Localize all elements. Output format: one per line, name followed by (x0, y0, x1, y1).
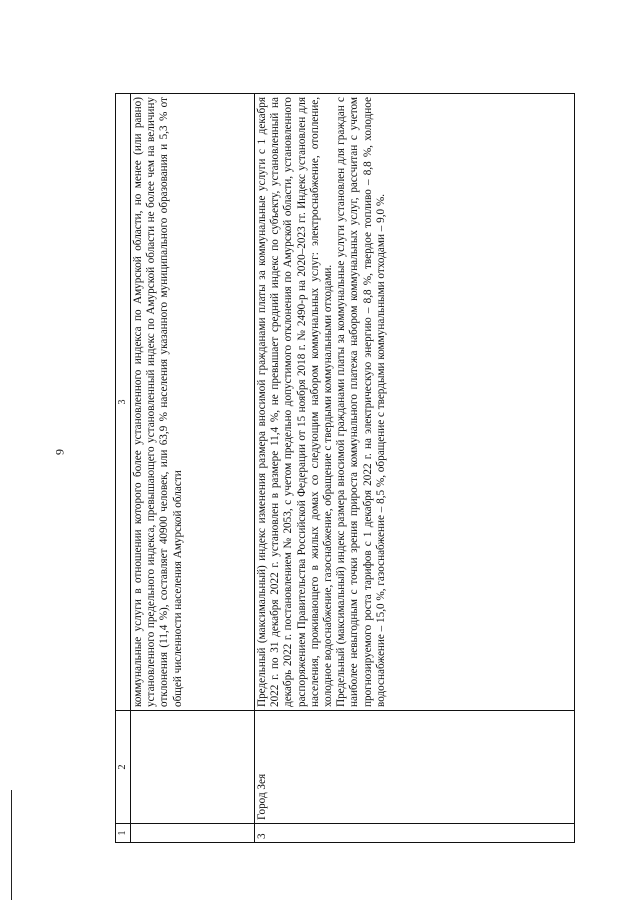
row-municipality (131, 711, 255, 824)
page-number: 9 (52, 449, 67, 455)
description-paragraph: Предельный (максимальный) индекс изменения размера вносимой гражданами платы за коммунальные услуги с 1 декабря 2022 г. по 31 декабря 2022 г. установлен в размере 11,4 %, не превышает средний индекс по субъекту, установленный на декабрь 2022 г. постановлением № 2053, с учетом предельно допустимого отклонения по Амурской области, установленного распоряжением Правительства Российской Федерации от 15 ноября 2018 г. № 2490-р на 2020–2023 гг. Индекс установлен для населения, проживающего в жилых домах со следующим набором коммунальных услуг: электроснабжение, отопление, холодное водоснабжение, газоснабжение, обращение с твердыми коммунальными отходами. (256, 97, 335, 707)
table-header-row (116, 94, 131, 843)
row-municipality: Город Зея (255, 711, 575, 824)
header-col-3: 3 (116, 94, 131, 711)
description-paragraph: коммунальные услуги в отношении которого более установленного индекса по Амурской области, но менее (или равно) установленного предельного индекса, превышающего установленный индекс по Амурской области не более чем на величину отклонения (11,4 %), составляет 40900 человек, или 63,9 % населения указанного муниципального образования и 5,3 % от общей численности населения Амурской области (132, 97, 184, 707)
row-number: 3 (255, 824, 575, 843)
rotated-table-area (115, 93, 575, 843)
page-edge-line (11, 790, 12, 900)
rotated-table-frame (115, 93, 575, 843)
description-paragraph: Предельный (максимальный) индекс размера вносимой гражданами платы за коммунальные услуги установлен для граждан с наиболее невыгодным с точки зрения прироста коммунального платежа набором коммунальных услуг, рассчитан с учетом прогнозируемого роста тарифов с 1 декабря 2022 г. на электрическую энергию – 8,8 %, твердое топливо – 8,8 %, холодное водоснабжение – 15,0 %, газоснабжение – 8,5 %, обращение с твердыми коммунальными отходами – 9,0 %. (335, 97, 387, 707)
header-col-1: 1 (116, 824, 131, 843)
table-row (131, 94, 255, 843)
table-row (255, 94, 575, 843)
row-number (131, 824, 255, 843)
row-description (255, 94, 575, 711)
header-col-2: 2 (116, 711, 131, 824)
row-description (131, 94, 255, 711)
data-table (115, 93, 575, 843)
